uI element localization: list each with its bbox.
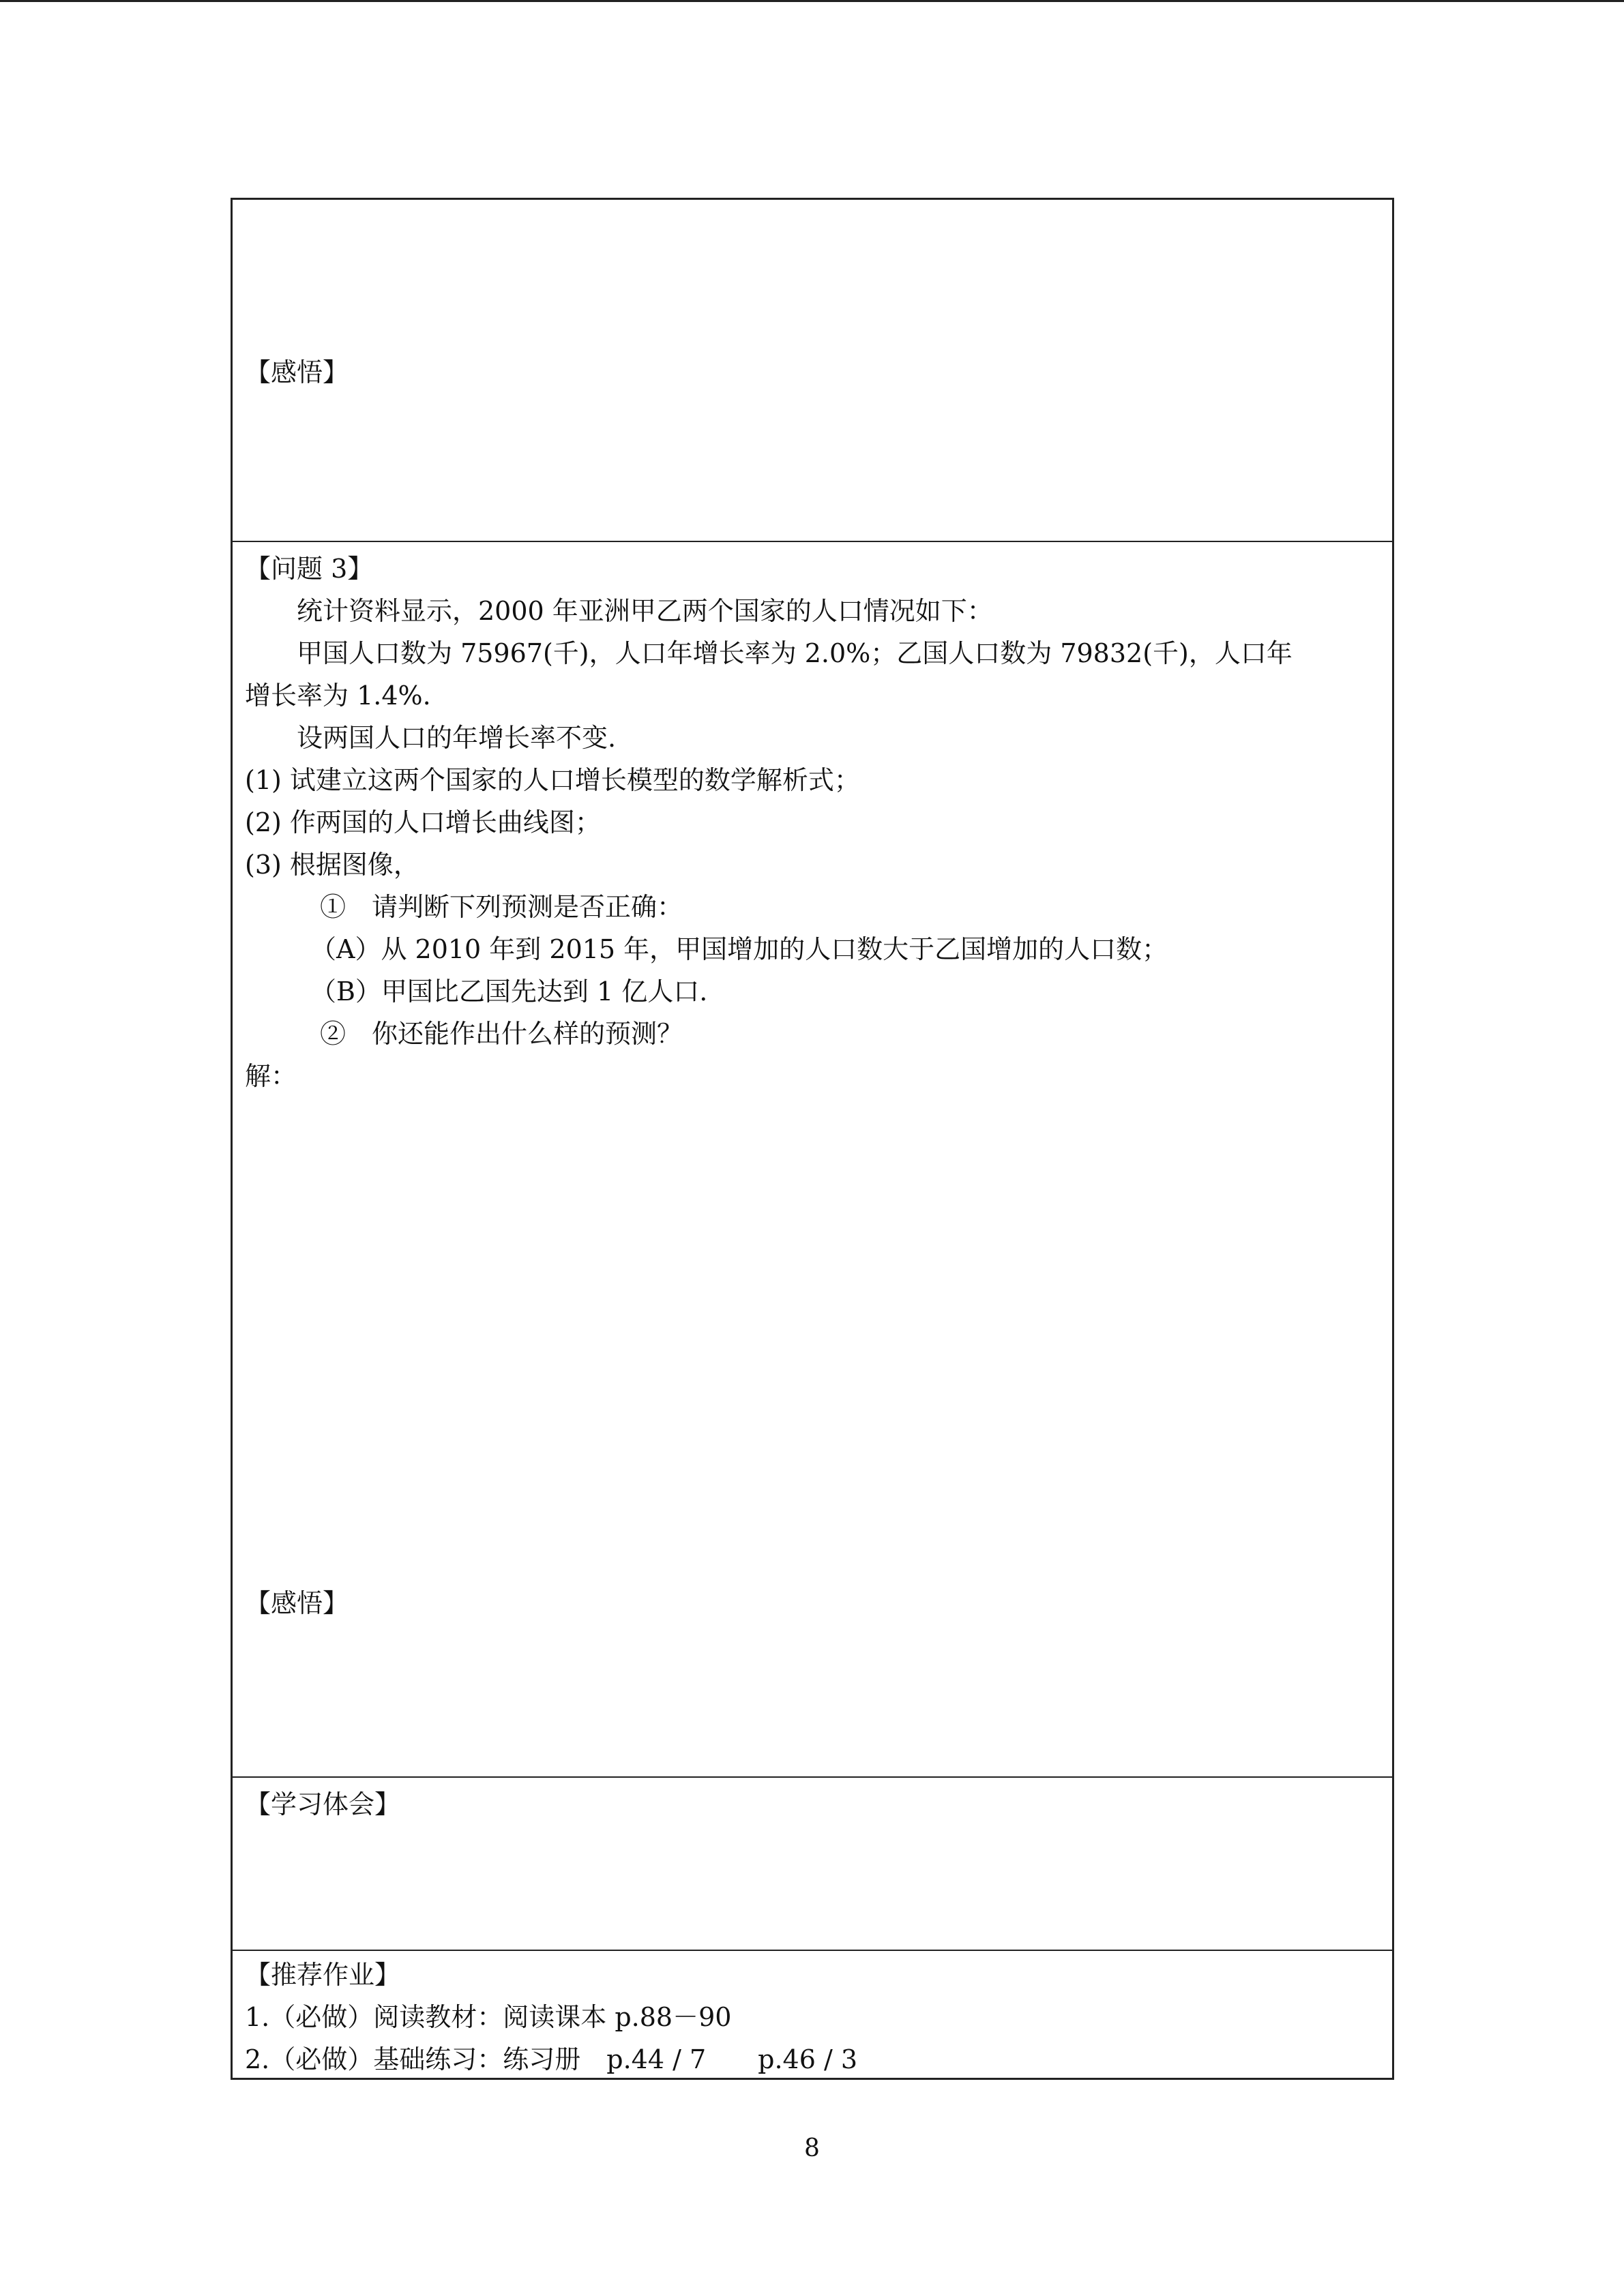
reflection-label: 【感悟】 (245, 357, 349, 387)
problem-3-content (245, 542, 1380, 1097)
problem-3-option-a: （A）从 2010 年到 2015 年，甲国增加的人口数大于乙国增加的人口数； (310, 934, 1168, 964)
study-reflection-label: 【学习体会】 (245, 1789, 401, 1819)
study-reflection-cell (233, 1778, 1392, 1951)
problem-3-data-line-cont: 增长率为 1.4%. (245, 681, 431, 711)
top-edge-rule (0, 0, 1624, 2)
problem-3-solution-label: 解： (245, 1061, 297, 1091)
problem-3-question-1: (1) 试建立这两个国家的人口增长模型的数学解析式； (245, 765, 860, 795)
homework-item-1: 1.（必做）阅读教材：阅读课本 p.88－90 (245, 2002, 732, 2032)
page-number: 8 (804, 2134, 820, 2162)
homework-item-2: 2.（必做）基础练习：练习册 p.44 / 7 p.46 / 3 (245, 2044, 858, 2074)
problem-3-question-3: (3) 根据图像， (245, 850, 419, 880)
problem-3-intro: 统计资料显示，2000 年亚洲甲乙两个国家的人口情况如下： (297, 596, 993, 626)
problem-3-title: 【问题 3】 (245, 554, 374, 584)
reflection-cell (233, 200, 1392, 542)
problem-3-sub-1: ① 请判断下列预测是否正确： (320, 892, 683, 922)
problem-3-question-2: (2) 作两国的人口增长曲线图； (245, 807, 601, 837)
problem-3-cell (233, 542, 1392, 1778)
problem-3-assumption: 设两国人口的年增长率不变. (297, 723, 617, 753)
homework-title: 【推荐作业】 (245, 1960, 401, 1990)
problem-3-sub-2: ② 你还能作出什么样的预测？ (320, 1019, 683, 1049)
worksheet-table (231, 198, 1394, 2080)
problem-3-reflection-label: 【感悟】 (245, 1588, 349, 1618)
homework-cell (233, 1951, 1392, 2078)
problem-3-data-line: 甲国人口数为 75967(千)，人口年增长率为 2.0%；乙国人口数为 79832(千)，人口年 (297, 638, 1293, 668)
problem-3-option-b: （B）甲国比乙国先达到 1 亿人口. (310, 976, 708, 1007)
